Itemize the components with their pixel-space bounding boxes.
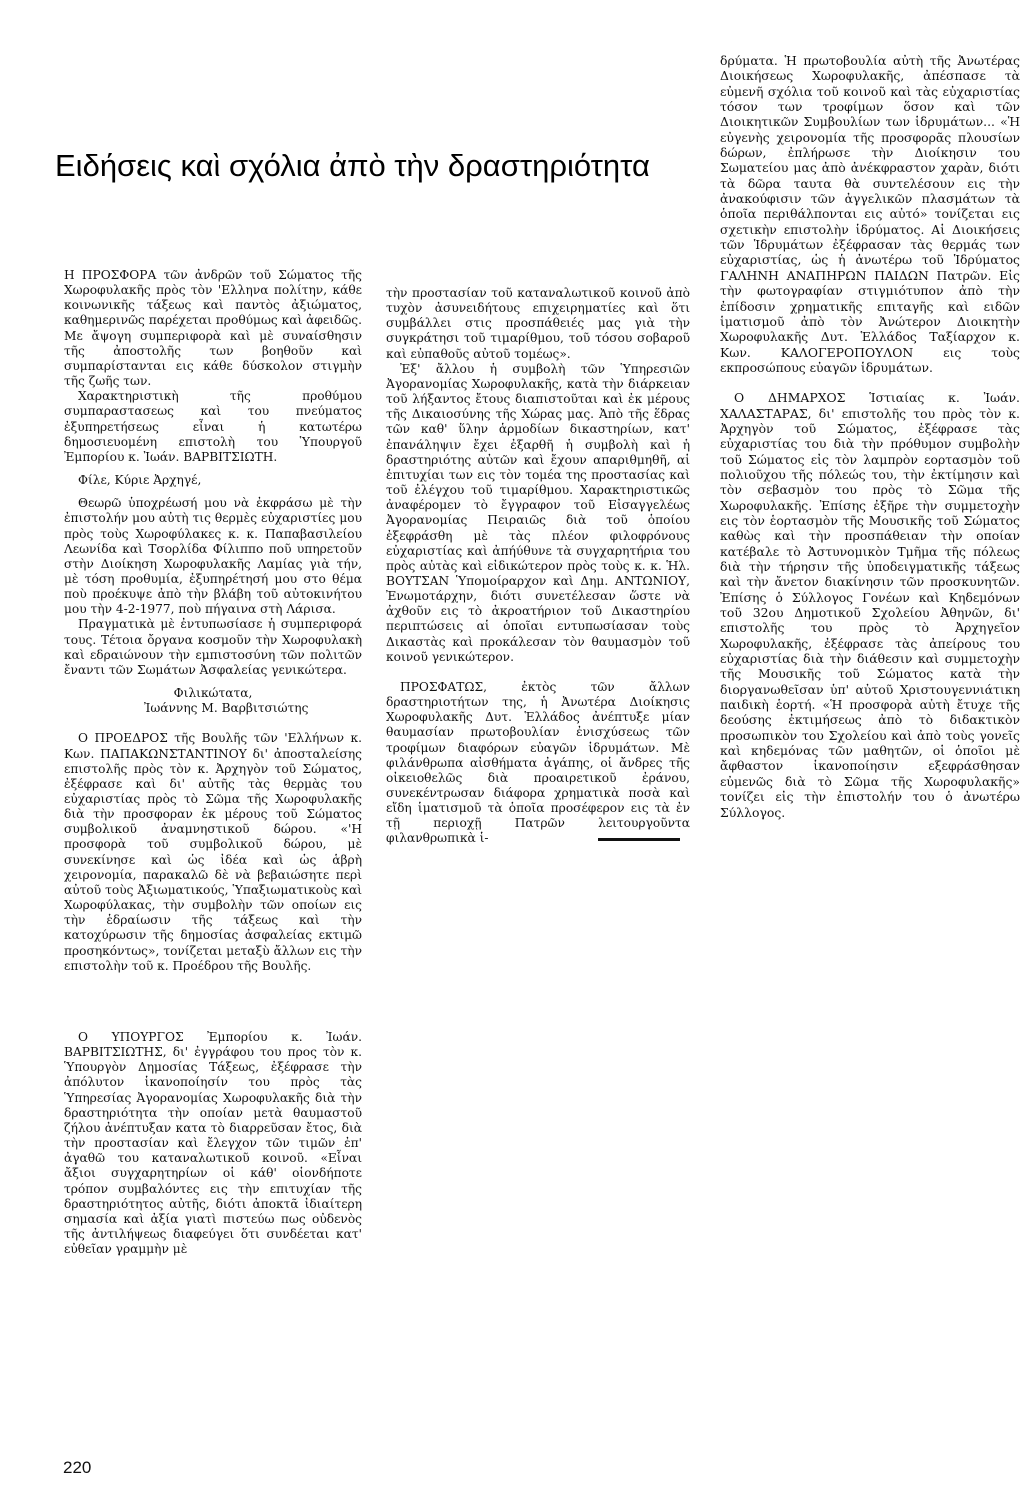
right-column bbox=[720, 53, 1020, 820]
middle-column bbox=[386, 286, 690, 847]
letter-body: Θεωρῶ ὑποχρέωσή μου νὰ ἐκφράσω μὲ τὴν ἐπιστολήν μου αὐτὴ τις θερμὲς εὐχαριστίες μου πρὸς τοὺς Χωροφύλακες κ. κ. Παπαβασιλείου Λεωνίδα καὶ Τσορλίδα Φίλιππο ποῦ υπηρετοῦν στὴν Διοίκηση Χωροφυλακῆς Λαμίας γιὰ τήν, μὲ τόση προθυμία, ἐξυπηρέτησή μου στο θέμα ποὺ προέκυψε ἀπὸ τὴν βλάβη τοῦ αὐτοκινήτου μου τὴν 4-2-1977, ποὺ πήγαινα στὴ Λάρισα. bbox=[64, 496, 362, 617]
article-title: Ειδήσεις καὶ σχόλια ἀπὸ τὴν δραστηριότητα bbox=[55, 148, 650, 183]
paragraph: Ἐξ' ἄλλου ἡ συμβολὴ τῶν Ὑπηρεσιῶν Ἀγορανομίας Χωροφυλακῆς, κατὰ τὴν διάρκειαν τοῦ λήξαντος ἔτους διαπιστοῦται καὶ ἐκ μέρους τῆς Δικαιοσύνης τῆς Χώρας μας. Ἀπὸ τῆς ἕδρας τῶν καθ' ὕλην ἁρμοδίων δικαστηρίων, κατ' ἐπανάληψιν ἔχει ἐξαρθῆ ἡ συμβολὴ καὶ ἡ δραστηριότης αὐτῶν καὶ ἔχουν απαριθμηθῆ, αἱ ἐπιτυχίαι των εις τὸν τομέα της προστασίας καὶ τοῦ ἐλέγχου τοῦ τιμαρίθμου. Χαρακτηριστικῶς ἀναφέρομεν τὸ ἔγγραφον τοῦ Εἰσαγγελέως Ἀγορανομίας Πειραιῶς διὰ τοῦ ὁποίου ἐξεφράσθη μὲ τὰς πλέον φιλοφρόνους εὐχαριστίας καὶ ἀπήύθυνε τὰ συγχαρητήρια του πρὸς αὐτὰς καὶ εἰδικώτερον πρὸς τοὺς κ. κ. Ἡλ. ΒΟΥΤΣΑΝ Ὑπομοίραρχον καὶ Δημ. ΑΝΤΩΝΙΟΥ, Ἐνωμοτάρχην, διότι συνετέλεσαν ὥστε νὰ ἀχθοῦν εις τὸ ἀκροατήριον τοῦ Δικαστηρίου περιπτώσεις αἱ ὁποῖαι εντυπωσίασαν τοὺς Δικαστὰς καὶ προκάλεσαν τὸν θαυμασμὸν τοῦ κοινοῦ γενικώτερον. bbox=[386, 361, 690, 664]
page-number: 220 bbox=[63, 1458, 92, 1477]
letter-closing: Φιλικώτατα, bbox=[173, 686, 253, 701]
paragraph: Χαρακτηριστικὴ τῆς προθύμου συμπαραστασεως καὶ του πνεύματος ἐξυπηρετήσεως εἶναι ἡ κατωτέρω δημοσιευομένη επιστολὴ του Ὑπουργοῦ Ἐμπορίου κ. Ἰωάν. ΒΑΡΒΙΤΣΙΩΤΗ. bbox=[64, 389, 362, 464]
news-item: ΠΡΟΣΦΑΤΩΣ, ἐκτὸς τῶν ἄλλων δραστηριοτήτων της, ἡ Ἀνωτέρα Διοίκησις Χωροφυλακῆς Δυτ. Ἑλλάδος ἀνέπτυξε μίαν θαυμασίαν πρωτοβουλίαν ἐνισχύσεως τῶν τροφίμων διαφόρων εὐαγῶν ἱδρυμάτων. Μὲ φιλάνθρωπα αἰσθήματα ἀγάπης, οἱ ἄνδρες τῆς οἰκειοθελῶς διὰ προαιρετικοῦ ἐράνου, συνεκέντρωσαν διάφορα χρηματικὰ ποσὰ καὶ εἴδη ἱματισμοῦ τὰ ὁποῖα προσέφερον εις τὰ ἐν τῇ περιοχῇ Πατρῶν λειτουργοῦντα φιλανθρωπικὰ ἱ- bbox=[386, 679, 690, 846]
news-item: Ο ΥΠΟΥΡΓΟΣ Ἐμπορίου κ. Ἰωάν. ΒΑΡΒΙΤΣΙΩΤΗΣ, δι' ἐγγράφου του προς τὸν κ. Ὑπουργὸν Δημοσίας Τάξεως, ἐξέφρασε τὴν ἀπόλυτον ἱκανοποίησίν του πρὸς τὰς Ὑπηρεσίας Ἀγορανομίας Χωροφυλακῆς διὰ τὴν δραστηριότητα τὴν οποίαν μετὰ θαυμαστοῦ ζήλου ἀνέπτυξαν κατα τὸ διαρρεῦσαν ἔτος, διὰ τὴν προστασίαν καὶ ἔλεγχον τῶν τιμῶν ἐπ' ἀγαθῶ του καταναλωτικοῦ κοινοῦ. «Εἶναι ἄξιοι συγχαρητηρίων οἱ κάθ' οἱονδήποτε τρόπον συμβαλόντες εις τὴν επιτυχίαν τῆς δραστηριότητος αὐτῆς, διότι ἀποκτᾶ ἰδιαίτερη σημασία καὶ ἀξία γιατὶ πιστεύω πως οὐδενὸς τῆς ἀντιλήψεως διαφεύγει ὅτι συνδέεται κατ' εὐθεῖαν γραμμὴν μὲ bbox=[64, 1030, 362, 1257]
paragraph: δρύματα. Ἡ πρωτοβουλία αὐτὴ τῆς Ἀνωτέρας Διοικήσεως Χωροφυλακῆς, ἀπέσπασε τὰ εὐμενῆ σχόλια τοῦ κοινοῦ καὶ τὰς εὐχαριστίας τόσον των τροφίμων ὅσον καὶ τῶν Διοικητικῶν Συμβουλίων των ἱδρυμάτων... «Ἡ εὐγενὴς χειρονομία τῆς προσφορᾶς πλουσίων δώρων, ἐπλήρωσε τὴν Διοίκησιν του Σωματείου μας ἀπὸ ἀνέκφραστον χαρὰν, διότι τὰ δῶρα ταυτα θὰ συντελέσουν εις τὴν ἀνακούφισιν τῶν ἀγγελικῶν πλασμάτων τὰ ὁποῖα περιθάλπονται εις αὐτό» τονίζεται εις σχετικὴν επιστολὴν ἱδρύματος. Αἱ Διοικήσεις τῶν Ἱδρυμάτων ἐξέφρασαν τὰς θερμάς των εὐχαριστίας, ὡς ἡ ἀνωτέρω τοῦ Ἱδρύματος ΓΑΛΗΝΗ ΑΝΑΠΗΡΩΝ ΠΑΙΔΩΝ Πατρῶν. Εἰς τὴν φωτογραφίαν στιγμιότυπον ἀπὸ τὴν ἐπίδοσιν χρηματικῆς επιταγῆς καὶ ειδῶν ἱματισμοῦ ἀπὸ τὸν Ἀνώτερον Διοικητὴν Χωροφυλακῆς Δυτ. Ἑλλάδος Ταξίαρχον κ. Κων. ΚΑΛΟΓΕΡΟΠΟΥΛΟΝ εις τοὺς εκπροσώπους εὐαγῶν ἱδρυμάτων. bbox=[720, 53, 1020, 375]
end-rule bbox=[598, 838, 680, 841]
letter-body: Πραγματικὰ μὲ ἐντυπωσίασε ἡ συμπεριφορά τους. Τέτοια ὄργανα κοσμοῦν τὴν Χωροφυλακὴ καὶ εδραιώνουν τὴν εμπιστοσύνη τῶν πολιτῶν ἔναντι τῶν Σωμάτων Ἀσφαλείας γενικώτερα. bbox=[64, 617, 362, 677]
letter-salutation: Φίλε, Κύριε Ἀρχηγέ, bbox=[78, 473, 202, 488]
news-item: Ο ΠΡΟΕΔΡΟΣ τῆς Βουλῆς τῶν 'Ελλήνων κ. Κων. ΠΑΠΑΚΩΝΣΤΑΝΤΙΝΟΥ δι' ἀποσταλείσης επιστολῆς πρὸς τὸν κ. Ἀρχηγὸν τοῦ Σώματος, ἐξέφρασε καὶ δι' αὐτῆς τὰς θερμὰς του εὐχαριστίας πρὸς τὸ Σῶμα τῆς Χωροφυλακῆς διὰ τὴν προσφοραν ἐκ μέρους τοῦ Σώματος συμβολικοῦ ἀναμνηστικοῦ δώρου. «'Η προσφορὰ τοῦ συμβολικοῦ δώρου, μὲ συνεκίνησε καὶ ὡς ἰδέα καὶ ὡς ἁβρὴ χειρονομία, παρακαλῶ δὲ νὰ βεβαιώσητε περὶ αὐτοῦ τοὺς Ἀξιωματικούς, Ὑπαξιωματικοὺς καὶ Χωροφύλακας, τὴν συμβολὴν τῶν οποίων εις τὴν ἑδραίωσιν τῆς τάξεως καὶ τὴν κατοχύρωσιν τῆς δημοσίας ἀσφαλείας εκτιμῶ προσηκόντως», τονίζεται μεταξὺ ἄλλων εις τὴν επιστολὴν τοῦ κ. Προέδρου τῆς Βουλῆς. bbox=[64, 731, 362, 973]
left-column-bottom bbox=[64, 1030, 362, 1257]
letter-signature: Ἰωάννης Μ. Βαρβιτσιώτης bbox=[144, 701, 309, 716]
news-item: Ο ΔΗΜΑΡΧΟΣ Ἱστιαίας κ. Ἰωάν. ΧΑΛΑΣΤΑΡΑΣ, δι' επιστολῆς του πρὸς τὸν κ. Ἀρχηγὸν τοῦ Σώματος, ἐξέφρασε τὰς εὐχαριστίας του διὰ τὴν πρόθυμον συμβολὴν τοῦ Σώματος εἰς τὸν λαμπρὸν εορτασμὸν τοῦ πολιοῦχου τῆς πόλεώς του, τὴν ἐκτίμησιν καὶ τὸν σεβασμὸν του πρὸς τὸ Σῶμα τῆς Χωροφυλακῆς. Ἐπίσης ἐξῆρε τὴν συμμετοχὴν εις τὸν ἑορτασμὸν τῆς Μουσικῆς τοῦ Σώματος καθὼς καὶ τὴν προσπάθειαν τὴν οποίαν κατέβαλε τὸ Ἀστυνομικὸν Τμῆμα τῆς πόλεως διὰ τὴν τήρησιν τῆς ὑποδειγματικῆς τάξεως καὶ τὴν ἄνετον διακίνησιν τῶν προσκυνητῶν. Ἐπίσης ὁ Σύλλογος Γονέων καὶ Κηδεμόνων τοῦ 32ου Δημοτικοῦ Σχολείου Ἀθηνῶν, δι' επιστολῆς του πρὸς τὸ Ἀρχηγεῖον Χωροφυλακῆς, ἐξέφρασε τὰς ἀπείρους του εὐχαριστίας διὰ τὴν διάθεσιν καὶ συμμετοχὴν τῆς Μουσικῆς τοῦ Σώματος κατὰ τὴν διοργανωθεῖσαν ὑπ' αὐτοῦ Χριστουγεννιάτικη παιδικὴ ἑορτή. «Ἡ προσφορὰ αὐτὴ ἔτυχε τῆς δεούσης ἐκτιμήσεως ἀπὸ τὸ διδακτικὸν προσωπικὸν του Σχολείου καὶ ἀπὸ τοὺς γονεῖς καὶ κηδεμόνας τῶν μαθητῶν, οἱ ὁποῖοι μὲ ἄφθαστον ἱκανοποίησιν εξεφράσθησαν εὐμενῶς διὰ τὸ Σῶμα τῆς Χωροφυλακῆς» τονίζει εἰς τὴν ἐπιστολήν του ὁ ἀνωτέρω Σύλλογος. bbox=[720, 390, 1020, 820]
paragraph: τὴν προστασίαν τοῦ καταναλωτικοῦ κοινοῦ ἀπὸ τυχὸν ἀσυνειδήτους επιχειρηματίες καὶ ὅτι συμβάλλει στις προσπάθειές μας γιὰ τὴν συγκράτησι τοῦ τιμαρίθμου, τοῦ τόσου σοβαροῦ καὶ εὐπαθοῦς αὐτοῦ τομέως». bbox=[386, 286, 690, 361]
intro-paragraph: Η ΠΡΟΣΦΟΡΑ τῶν ἀνδρῶν τοῦ Σώματος τῆς Χωροφυλακῆς πρὸς τὸν 'Ελληνα πολίτην, κάθε κοινωνικῆς τάξεως καὶ παντὸς ἀξιώματος, καθημερινῶς παρέχεται προθύμως καὶ ἀφειδῶς. Με ἄψογη συμπεριφορὰ καὶ μὲ συναίσθησιν τῆς ἀποστολῆς των βοηθοῦν καὶ συμπαρίστανται εις κάθε δύσκολον στιγμὴν τῆς ζωῆς των. bbox=[64, 268, 362, 389]
left-column bbox=[64, 268, 362, 974]
